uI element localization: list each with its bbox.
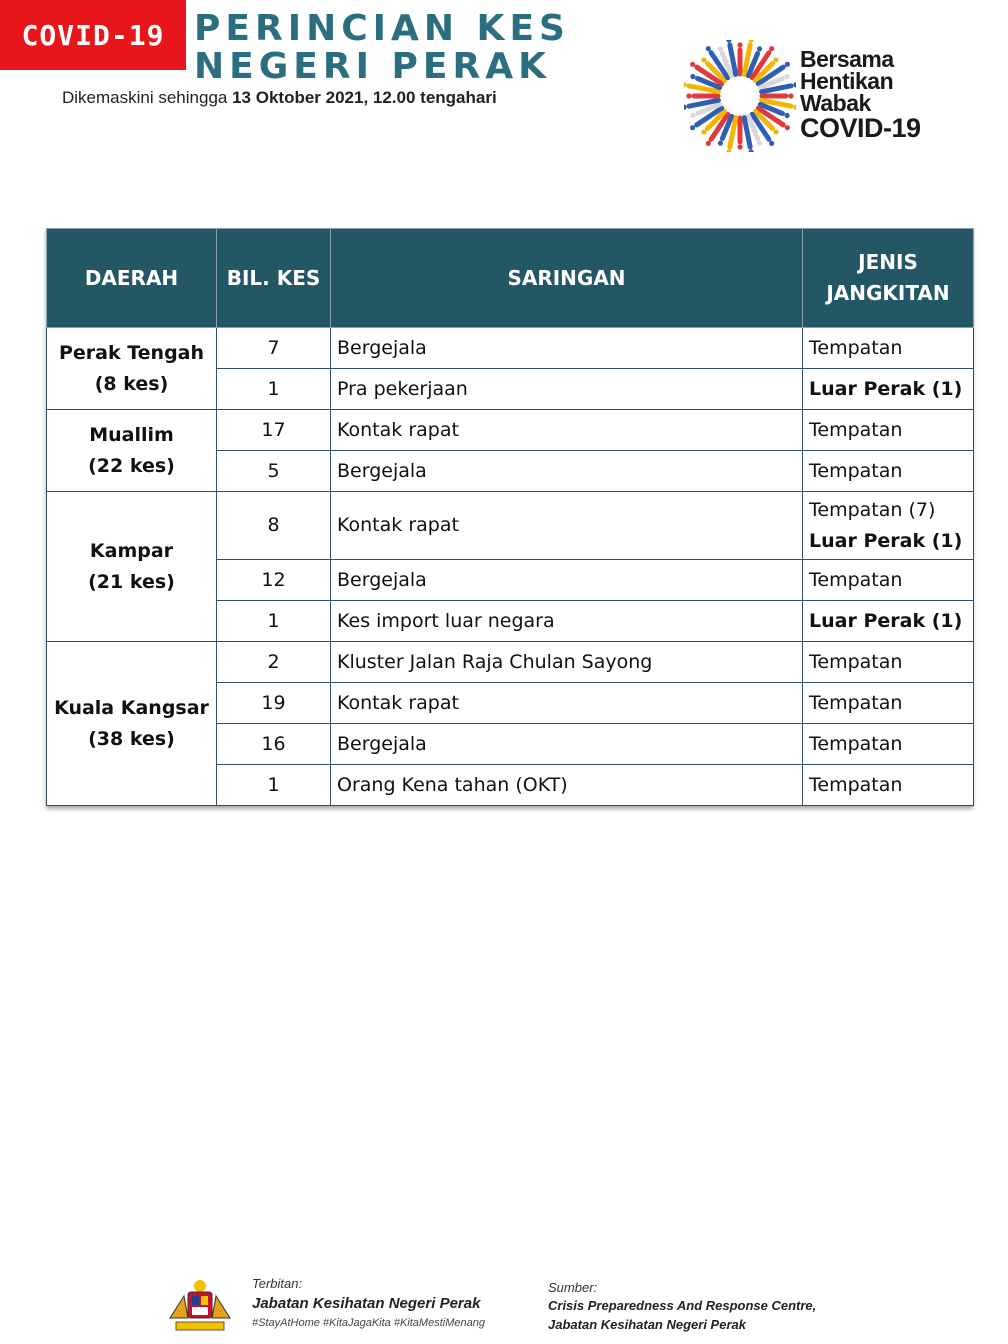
district-cell xyxy=(47,642,217,806)
case-count: 2 xyxy=(217,642,331,683)
sunburst-dot xyxy=(718,141,723,146)
screening-type: Kontak rapat xyxy=(331,410,803,451)
campaign-logo-text xyxy=(800,48,921,142)
sunburst-dot xyxy=(785,125,790,130)
hashtags: #StayAtHome #KitaJagaKita #KitaMestiMenang xyxy=(252,1317,485,1329)
sunburst-dot xyxy=(757,141,762,146)
sunburst-dot xyxy=(757,46,762,51)
district-total: (8 kes) xyxy=(94,372,169,395)
district-name: Muallim xyxy=(89,423,174,446)
campaign-sunburst-icon xyxy=(684,40,796,152)
screening-type: Pra pekerjaan xyxy=(331,369,803,410)
sunburst-dot xyxy=(726,149,731,152)
infection-type xyxy=(803,369,974,410)
sunburst-dot xyxy=(769,46,774,51)
case-count: 7 xyxy=(217,328,331,369)
sunburst-dot xyxy=(769,141,774,146)
sunburst-dot xyxy=(701,57,706,62)
source-line-1: Crisis Preparedness And Response Centre, xyxy=(548,1298,817,1313)
malaysia-coat-of-arms-icon xyxy=(162,1278,238,1336)
table-row xyxy=(47,642,974,683)
infection-type: Tempatan xyxy=(803,328,974,369)
sunburst-dot xyxy=(788,93,793,98)
sunburst-dot xyxy=(737,144,742,149)
infection-type: Tempatan xyxy=(803,765,974,806)
infection-type: Tempatan xyxy=(803,724,974,765)
case-count: 19 xyxy=(217,683,331,724)
title-line-2: NEGERI PERAK xyxy=(194,46,551,87)
header-jenis-line-2: JANGKITAN xyxy=(826,281,950,305)
publisher-block xyxy=(252,1276,485,1329)
table-header-row xyxy=(47,229,974,328)
publisher-name: Jabatan Kesihatan Negeri Perak xyxy=(252,1295,481,1312)
screening-type: Kontak rapat xyxy=(331,492,803,560)
district-name: Kampar xyxy=(89,539,174,562)
case-count: 1 xyxy=(217,601,331,642)
district-total: (21 kes) xyxy=(88,570,175,593)
updated-prefix: Dikemaskini sehingga xyxy=(62,88,233,107)
infection-type-line-1: Tempatan (7) xyxy=(809,498,936,521)
header-bil-kes: BIL. KES xyxy=(217,229,331,328)
screening-type: Orang Kena tahan (OKT) xyxy=(331,765,803,806)
header-jenis-jangkitan xyxy=(803,229,974,328)
infection-type xyxy=(803,492,974,560)
sunburst-dot xyxy=(785,62,790,67)
case-table-container xyxy=(46,228,973,806)
sunburst-dot xyxy=(701,129,706,134)
district-name: Perak Tengah xyxy=(58,341,205,364)
case-breakdown-table xyxy=(46,228,974,806)
infection-type-bold: Luar Perak (1) xyxy=(809,378,963,400)
source-label: Sumber: xyxy=(548,1280,598,1295)
district-cell xyxy=(47,492,217,642)
logo-line-3: Wabak xyxy=(800,90,871,116)
infection-type: Tempatan xyxy=(803,560,974,601)
logo-line-2: Hentikan xyxy=(800,68,894,94)
case-count: 17 xyxy=(217,410,331,451)
sunburst-dot xyxy=(793,105,796,110)
district-cell xyxy=(47,328,217,410)
header-jenis-line-1: JENIS xyxy=(858,250,918,274)
covid-badge: COVID-19 xyxy=(0,0,186,70)
case-count: 12 xyxy=(217,560,331,601)
case-count: 1 xyxy=(217,765,331,806)
screening-type: Bergejala xyxy=(331,560,803,601)
infection-type-bold: Luar Perak (1) xyxy=(809,610,963,632)
sunburst-dot xyxy=(718,46,723,51)
sunburst-dot xyxy=(686,93,691,98)
district-name: Kuala Kangsar xyxy=(54,696,209,719)
sunburst-dot xyxy=(773,129,778,134)
screening-type: Kes import luar negara xyxy=(331,601,803,642)
infection-type-bold: Luar Perak (1) xyxy=(809,529,963,552)
infection-type: Tempatan xyxy=(803,642,974,683)
page-title xyxy=(194,10,570,86)
screening-type: Bergejala xyxy=(331,724,803,765)
district-cell xyxy=(47,410,217,492)
infection-type-line-2 xyxy=(809,526,967,557)
case-count: 1 xyxy=(217,369,331,410)
case-count: 8 xyxy=(217,492,331,560)
sunburst-dot xyxy=(785,74,790,79)
sunburst-dot xyxy=(684,105,687,110)
sunburst-dot xyxy=(690,74,695,79)
infection-type: Tempatan xyxy=(803,451,974,492)
updated-timestamp xyxy=(62,88,497,108)
sunburst-dot xyxy=(749,149,754,152)
infection-type: Tempatan xyxy=(803,410,974,451)
logo-line-4: COVID-19 xyxy=(800,113,921,143)
district-total: (38 kes) xyxy=(88,727,175,750)
sunburst-dot xyxy=(690,62,695,67)
screening-type: Kontak rapat xyxy=(331,683,803,724)
district-total: (22 kes) xyxy=(88,454,175,477)
table-row xyxy=(47,328,974,369)
case-count: 5 xyxy=(217,451,331,492)
table-row xyxy=(47,410,974,451)
campaign-logo xyxy=(684,40,954,152)
infection-type xyxy=(803,601,974,642)
case-count: 16 xyxy=(217,724,331,765)
source-line-2: Jabatan Kesihatan Negeri Perak xyxy=(548,1317,746,1332)
screening-type: Bergejala xyxy=(331,451,803,492)
header-daerah: DAERAH xyxy=(47,229,217,328)
sunburst-dot xyxy=(737,42,742,47)
sunburst-dot xyxy=(726,40,731,43)
sunburst-dot xyxy=(706,141,711,146)
sunburst-dot xyxy=(684,82,687,87)
screening-type: Bergejala xyxy=(331,328,803,369)
infection-type: Tempatan xyxy=(803,683,974,724)
table-row xyxy=(47,492,974,560)
publisher-label: Terbitan: xyxy=(252,1276,303,1291)
header-saringan: SARINGAN xyxy=(331,229,803,328)
updated-date: 13 Oktober 2021, 12.00 tengahari xyxy=(232,88,497,107)
title-line-1: PERINCIAN KES xyxy=(194,8,570,49)
source-block xyxy=(548,1280,816,1333)
sunburst-dot xyxy=(785,113,790,118)
logo-line-1: Bersama xyxy=(800,46,894,72)
sunburst-dot xyxy=(690,125,695,130)
screening-type: Kluster Jalan Raja Chulan Sayong xyxy=(331,642,803,683)
sunburst-dot xyxy=(706,46,711,51)
sunburst-dot xyxy=(793,82,796,87)
sunburst-dot xyxy=(749,40,754,43)
sunburst-dot xyxy=(773,57,778,62)
sunburst-dot xyxy=(690,113,695,118)
